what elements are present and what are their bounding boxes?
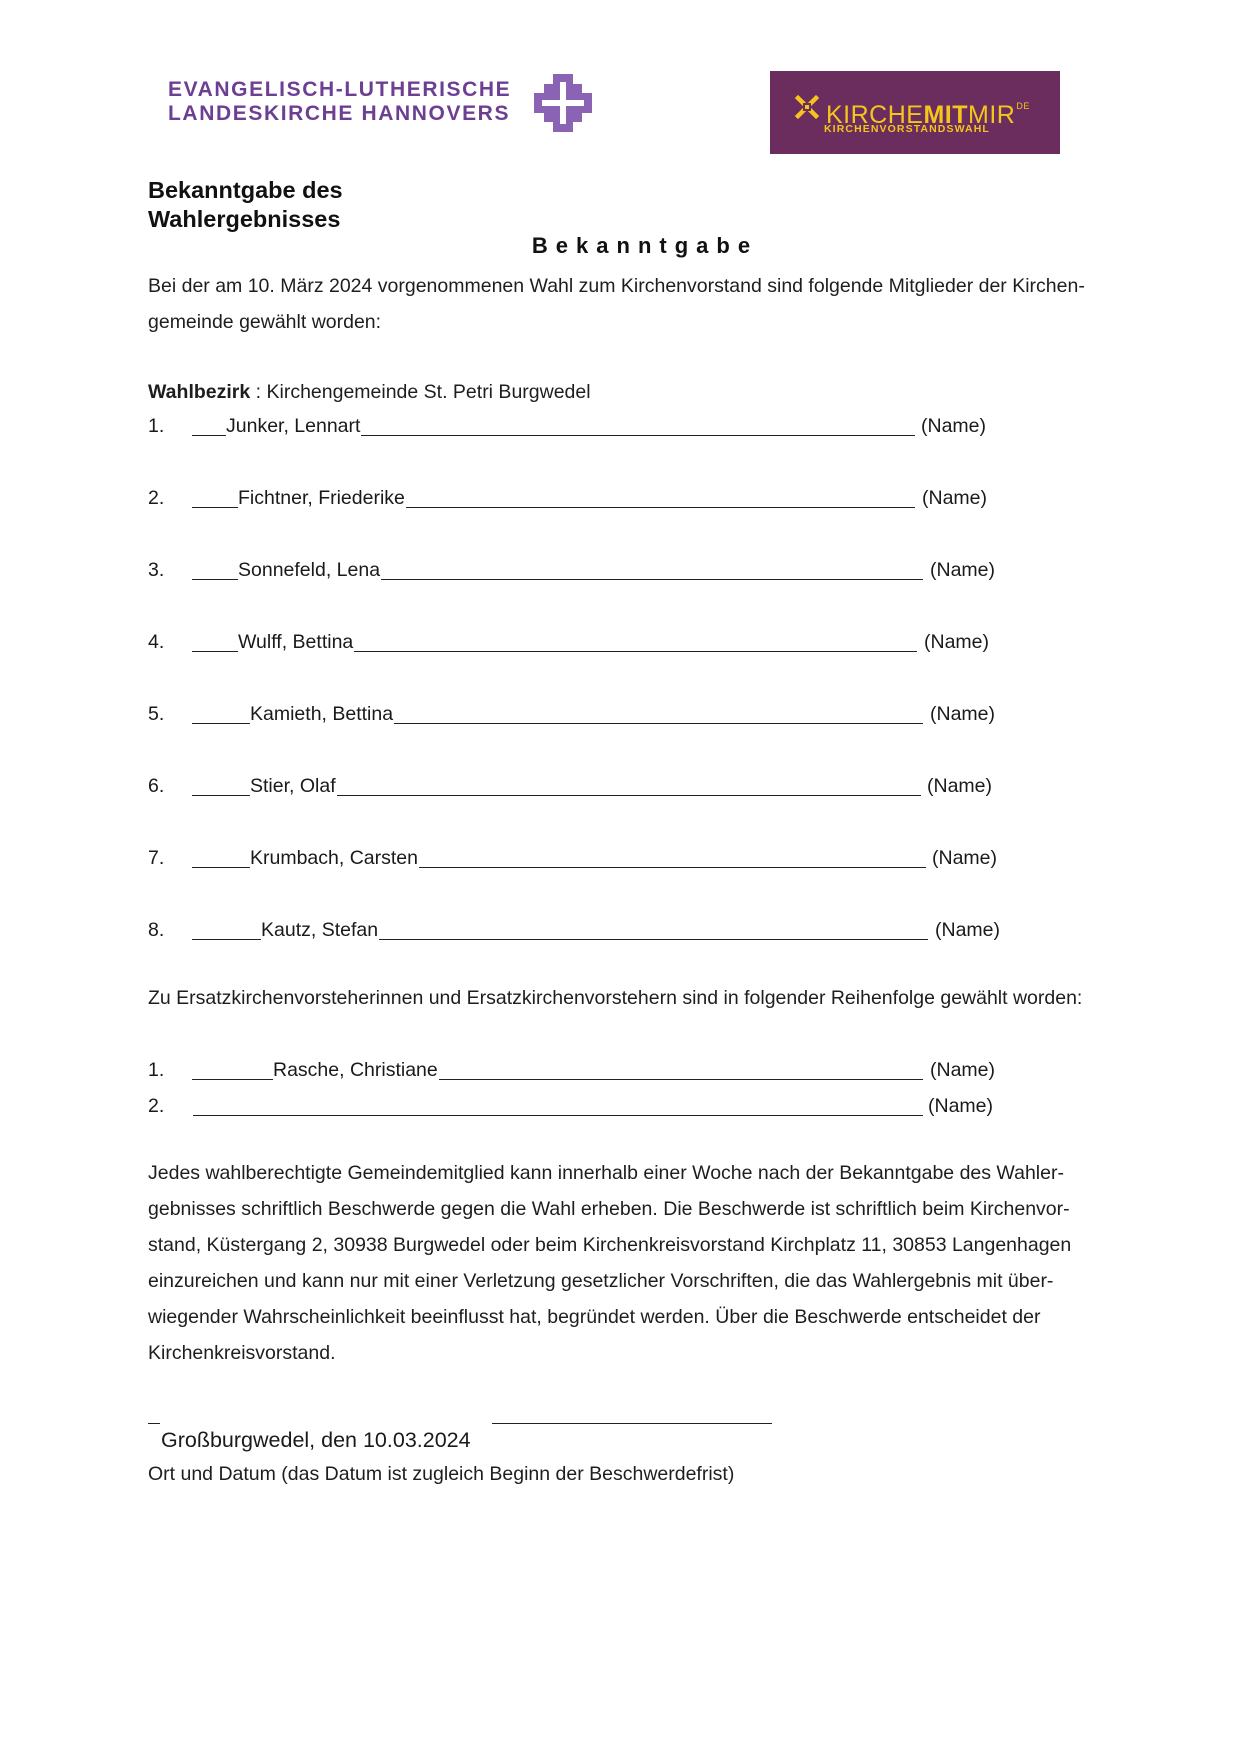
underline — [381, 579, 923, 580]
name-caption: (Name) — [927, 775, 993, 797]
underline — [419, 867, 926, 868]
member-number: 6. — [148, 775, 165, 797]
name-caption: (Name) — [930, 559, 996, 581]
underline — [439, 1079, 923, 1080]
name-caption: (Name) — [928, 1095, 994, 1117]
underline — [394, 723, 923, 724]
member-name: Junker, Lennart — [226, 415, 361, 437]
place-date-value: Großburgwedel, den 10.03.2024 — [161, 1428, 471, 1452]
substitutes-intro: Zu Ersatzkirchenvorsteherinnen und Ersatzkirchenvorstehern sind in folgender Reihenfolge gewählt worden: — [148, 987, 1083, 1009]
name-caption: (Name) — [924, 631, 990, 653]
place-date-caption: Ort und Datum (das Datum ist zugleich Beginn der Beschwerdefrist) — [148, 1463, 735, 1485]
member-number: 8. — [148, 919, 165, 941]
kirchemitmir-wordmark: $KIRCHEMITMIR^{DE}$ — [826, 101, 1030, 129]
name-caption: (Name) — [930, 1059, 996, 1081]
substitute-number: 2. — [148, 1095, 165, 1117]
member-number: 1. — [148, 415, 165, 437]
landeskirche-logo-text: EVANGELISCH-LUTHERISCHE LANDESKIRCHE HANNOVERS — [168, 78, 512, 125]
substitute-name: Rasche, Christiane — [273, 1059, 438, 1081]
member-number: 3. — [148, 559, 165, 581]
member-number: 2. — [148, 487, 165, 509]
underline — [192, 435, 226, 436]
name-caption: (Name) — [922, 487, 988, 509]
underline — [193, 1115, 923, 1116]
name-caption: (Name) — [932, 847, 998, 869]
underline — [192, 795, 250, 796]
name-caption: (Name) — [935, 919, 1001, 941]
underline — [192, 939, 261, 940]
kirchemitmir-logo — [770, 71, 1060, 154]
member-number: 5. — [148, 703, 165, 725]
underline — [192, 867, 250, 868]
document-heading: Bekanntgabe des Wahlergebnisses — [148, 177, 343, 232]
underline — [192, 579, 238, 580]
kirchemitmir-subtitle: KIRCHENVORSTANDSWAHL — [824, 123, 990, 135]
member-name: Kamieth, Bettina — [250, 703, 394, 725]
underline — [354, 651, 917, 652]
member-name: Sonnefeld, Lena — [238, 559, 381, 581]
member-name: Krumbach, Carsten — [250, 847, 418, 869]
underline — [379, 939, 928, 940]
underline — [192, 1079, 273, 1080]
underline — [192, 507, 238, 508]
underline — [406, 507, 915, 508]
district-line: Wahlbezirk : Kirchengemeinde St. Petri Burgwedel — [148, 381, 591, 403]
member-name: Fichtner, Friederike — [238, 487, 405, 509]
document-title: Bekanntgabe — [531, 233, 759, 258]
name-caption: (Name) — [930, 703, 996, 725]
member-number: 7. — [148, 847, 165, 869]
underline — [361, 435, 915, 436]
substitute-number: 1. — [148, 1059, 165, 1081]
underline — [192, 723, 250, 724]
underline — [337, 795, 921, 796]
cross-icon — [534, 74, 592, 132]
underline — [192, 651, 238, 652]
complaint-paragraph: Jedes wahlberechtigte Gemeindemitglied kann innerhalb einer Woche nach der Bekanntgabe des Wahler- gebnisses schriftlich Beschwerde gegen die Wahl erheben. Die Beschwerde ist schriftlich beim Kirchenvor- stand, Küstergang 2, 30938 Burgwedel oder beim Kirchenkreisvorstand Kirchplatz 11, 30853 Langenhagen einzureichen und kann nur mit einer Verletzung gesetzlicher Vorschriften, die das Wahlergebnis mit über- wiegender Wahrscheinlichkeit beeinflusst hat, begründet werden. Über die Beschwerde entscheidet der Kirchenkreisvorstand. — [148, 1162, 1072, 1364]
member-name: Kautz, Stefan — [261, 919, 379, 941]
landeskirche-logo — [168, 74, 598, 132]
name-caption: (Name) — [921, 415, 987, 437]
place-date-underline-start — [148, 1423, 160, 1424]
kirchemitmir-mark-icon — [794, 94, 820, 120]
intro-paragraph: Bei der am 10. März 2024 vorgenommenen Wahl zum Kirchenvorstand sind folgende Mitglieder der Kirchen- gemeinde gewählt worden: — [148, 275, 1085, 333]
place-date-underline-end — [492, 1423, 772, 1424]
member-name: Wulff, Bettina — [238, 631, 354, 653]
member-number: 4. — [148, 631, 165, 653]
member-name: Stier, Olaf — [250, 775, 336, 797]
